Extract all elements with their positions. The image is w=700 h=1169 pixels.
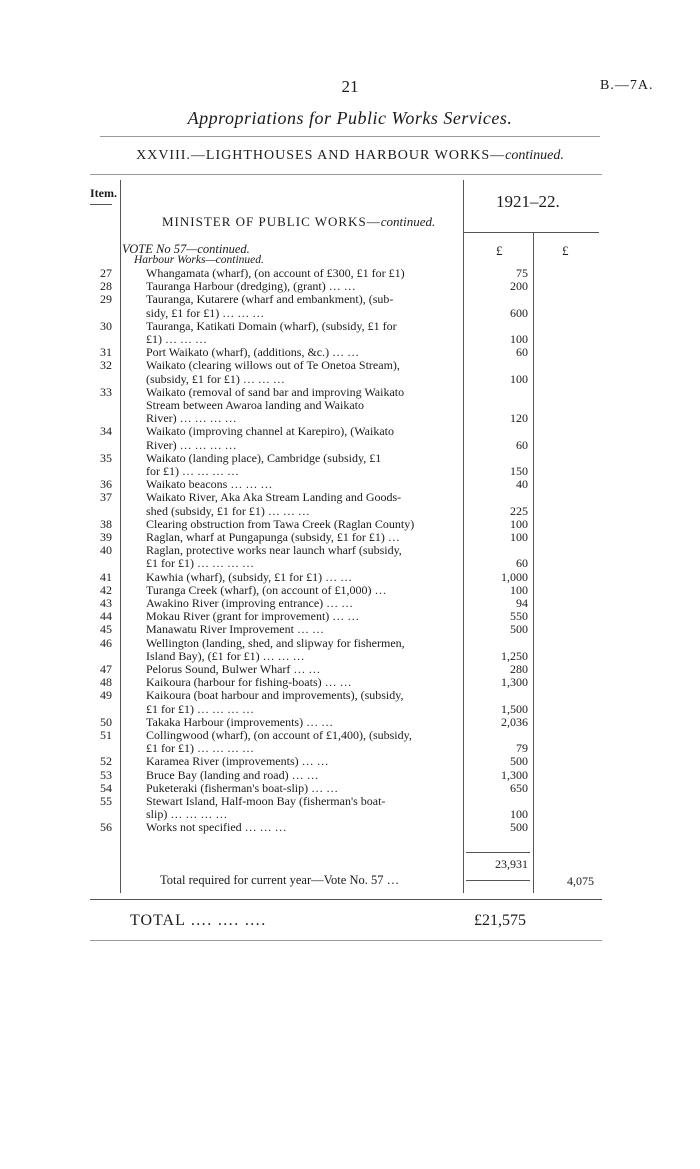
item-amount: 500 xyxy=(510,820,528,835)
item-amount: 120 xyxy=(510,411,528,426)
item-description-line: River) … … … … xyxy=(146,412,237,426)
item-column-header: Item. xyxy=(90,186,117,200)
subtotal-underline xyxy=(466,880,530,881)
subtotal-rule xyxy=(466,852,530,853)
item-number: 38 xyxy=(100,516,112,531)
item-description-line: Awakino River (improving entrance) … … xyxy=(146,597,354,610)
item-description-line: Kaikoura (harbour for fishing-boats) … … xyxy=(146,676,352,690)
item-amount: 550 xyxy=(510,609,528,624)
item-amount: 60 xyxy=(516,437,528,452)
item-number: 32 xyxy=(100,358,112,373)
item-number: 39 xyxy=(100,530,112,544)
item-description-line: Port Waikato (wharf), (additions, &c.) … … xyxy=(146,346,360,360)
item-description-line: Mokau River (grant for improvement) … … xyxy=(146,610,360,624)
item-description-line: Kawhia (wharf), (subsidy, £1 for £1) … … xyxy=(146,570,353,584)
item-number: 37 xyxy=(100,490,112,505)
item-description-line: for £1) … … … … xyxy=(146,465,239,478)
item-amount: 1,300 xyxy=(501,675,528,690)
minister-heading-suffix: continued. xyxy=(380,214,436,229)
item-number: 40 xyxy=(100,543,112,558)
section-title-suffix: continued. xyxy=(505,148,564,163)
item-description-line: Collingwood (wharf), (on account of £1,400), (subsidy, xyxy=(146,729,412,742)
item-number: 42 xyxy=(100,582,112,597)
item-number: 47 xyxy=(100,662,112,676)
item-number: 28 xyxy=(100,279,112,294)
bottom-divider xyxy=(90,940,602,941)
item-amount: 1,300 xyxy=(501,767,528,782)
item-description-line: Bruce Bay (landing and road) … … xyxy=(146,768,319,782)
item-number: 54 xyxy=(100,780,112,795)
grand-total-label: TOTAL …. …. …. xyxy=(130,912,267,929)
item-description-line: Works not specified … … … xyxy=(146,821,287,835)
item-description-line: Tauranga, Katikati Domain (wharf), (subsidy, £1 for xyxy=(146,319,397,333)
item-amount: 100 xyxy=(510,530,528,544)
item-amount: 100 xyxy=(510,516,528,531)
item-number: 29 xyxy=(100,292,112,307)
item-number: 41 xyxy=(100,569,112,584)
item-amount: 200 xyxy=(510,279,528,294)
item-amount: 500 xyxy=(510,622,528,637)
item-number: 33 xyxy=(100,384,112,399)
item-number: 34 xyxy=(100,424,112,439)
item-description-line: £1) … … … xyxy=(146,333,207,346)
item-amount: 2,036 xyxy=(501,714,528,729)
item-description-line: Waikato beacons … … … xyxy=(146,478,273,492)
item-description-line: £1 for £1) … … … … xyxy=(146,557,254,571)
item-number: 49 xyxy=(100,688,112,703)
item-description-line: (subsidy, £1 for £1) … … … xyxy=(146,372,285,386)
item-description-line: sidy, £1 for £1) … … … xyxy=(146,306,265,320)
item-description-line: Whangamata (wharf), (on account of £300, £1 for £1) xyxy=(146,267,405,280)
item-amount: 79 xyxy=(516,741,528,756)
item-amount: 60 xyxy=(516,556,528,571)
item-description-line: Turanga Creek (wharf), (on account of £1,000) … xyxy=(146,583,387,597)
year-column-header: 1921–22. xyxy=(496,192,560,211)
item-description-line: Raglan, protective works near launch wharf (subsidy, xyxy=(146,544,402,558)
item-column-rule xyxy=(120,180,121,893)
item-number: 35 xyxy=(100,450,112,465)
item-number: 30 xyxy=(100,318,112,333)
year-header-rule xyxy=(463,232,599,233)
item-description-line: Tauranga, Kutarere (wharf and embankment), (sub- xyxy=(146,293,394,307)
item-number: 31 xyxy=(100,345,112,360)
item-description-line: Wellington (landing, shed, and slipway for fishermen, xyxy=(146,636,405,650)
item-number: 53 xyxy=(100,767,112,782)
item-description-line: Karamea River (improvements) … … xyxy=(146,755,329,769)
item-amount: 650 xyxy=(510,780,528,795)
item-description-line: Clearing obstruction from Tawa Creek (Raglan County) xyxy=(146,517,415,531)
harbour-works-heading: Harbour Works—continued. xyxy=(134,254,264,266)
item-amount: 40 xyxy=(516,477,528,492)
item-number: 50 xyxy=(100,714,112,729)
item-amount: 280 xyxy=(510,662,528,676)
item-header-rule xyxy=(90,204,112,205)
item-description-line: shed (subsidy, £1 for £1) … … … xyxy=(146,504,310,518)
item-number: 45 xyxy=(100,622,112,637)
item-number: 46 xyxy=(100,635,112,650)
item-description-line: Manawatu River Improvement … … xyxy=(146,623,324,637)
grand-total-value: £21,575 xyxy=(474,912,526,929)
item-amount: 100 xyxy=(510,371,528,386)
item-amount: 1,000 xyxy=(501,569,528,584)
item-description-line: £1 for £1) … … … … xyxy=(146,742,254,756)
document-reference: B.—7A. xyxy=(600,78,654,93)
currency-symbol-items: £ xyxy=(496,243,503,258)
item-number: 56 xyxy=(100,820,112,835)
item-description-line: Waikato (improving channel at Karepiro), (Waikato xyxy=(146,425,394,439)
item-amount: 600 xyxy=(510,305,528,320)
minister-heading-text: MINISTER OF PUBLIC WORKS— xyxy=(162,214,381,229)
page-number: 21 xyxy=(341,77,359,96)
item-amount: 1,250 xyxy=(501,648,528,663)
item-description-line: Stream between Awaroa landing and Waikato xyxy=(146,399,364,412)
item-description-line: River) … … … … xyxy=(146,438,237,452)
item-number: 55 xyxy=(100,794,112,808)
item-amount: 100 xyxy=(510,332,528,346)
item-description-line: Waikato (removal of sand bar and improving Waikato xyxy=(146,385,405,399)
item-description-line: Raglan, wharf at Pungapunga (subsidy, £1 for £1) … xyxy=(146,531,400,544)
item-description-line: Waikato (clearing willows out of Te Onetoa Stream), xyxy=(146,359,400,373)
item-amount: 94 xyxy=(516,596,528,610)
minister-heading xyxy=(162,214,435,230)
item-description-line: Waikato River, Aka Aka Stream Landing and Goods- xyxy=(146,491,402,505)
item-number: 27 xyxy=(100,266,112,280)
item-description-line: Waikato (landing place), Cambridge (subsidy, £1 xyxy=(146,451,382,465)
item-number: 43 xyxy=(100,596,112,610)
items-subtotal: 23,931 xyxy=(495,857,528,871)
item-number: 36 xyxy=(100,477,112,492)
vote-heading: VOTE No 57—continued. xyxy=(122,242,250,256)
item-amount: 60 xyxy=(516,345,528,360)
amount-column-rule xyxy=(533,232,534,893)
item-description-line: Pelorus Sound, Bulwer Wharf … … xyxy=(146,663,321,676)
section-title-text: XXVIII.—LIGHTHOUSES AND HARBOUR WORKS— xyxy=(136,148,506,163)
title-divider xyxy=(100,136,600,137)
item-description-line: Puketeraki (fisherman's boat-slip) … … xyxy=(146,781,339,795)
table-bottom-rule xyxy=(90,899,602,900)
section-title xyxy=(60,148,640,164)
item-description-line: £1 for £1) … … … … xyxy=(146,702,254,716)
item-description-line: Island Bay), (£1 for £1) … … … xyxy=(146,649,305,663)
item-description-line: slip) … … … … xyxy=(146,808,228,822)
item-description-line: Takaka Harbour (improvements) … … xyxy=(146,715,334,729)
item-description-line: Kaikoura (boat harbour and improvements), (subsidy, xyxy=(146,689,404,703)
description-column-rule xyxy=(463,180,464,893)
vote-total-amount: 4,075 xyxy=(567,874,594,888)
item-description-line: Tauranga Harbour (dredging), (grant) … … xyxy=(146,280,356,294)
item-amount: 75 xyxy=(516,266,528,280)
vote-total-label: Total required for current year—Vote No. 57 … xyxy=(160,873,400,887)
item-amount: 100 xyxy=(510,807,528,822)
item-amount: 225 xyxy=(510,503,528,518)
section-divider xyxy=(90,174,602,175)
item-amount: 100 xyxy=(510,582,528,597)
item-number: 52 xyxy=(100,754,112,769)
item-amount: 150 xyxy=(510,464,528,478)
item-amount: 1,500 xyxy=(501,701,528,716)
item-number: 44 xyxy=(100,609,112,624)
item-amount: 500 xyxy=(510,754,528,769)
currency-symbol-totals: £ xyxy=(562,243,569,258)
page-title: Appropriations for Public Works Services. xyxy=(187,108,513,128)
item-description-line: Stewart Island, Half-moon Bay (fisherman's boat- xyxy=(146,795,386,808)
item-number: 48 xyxy=(100,675,112,690)
item-number: 51 xyxy=(100,728,112,742)
